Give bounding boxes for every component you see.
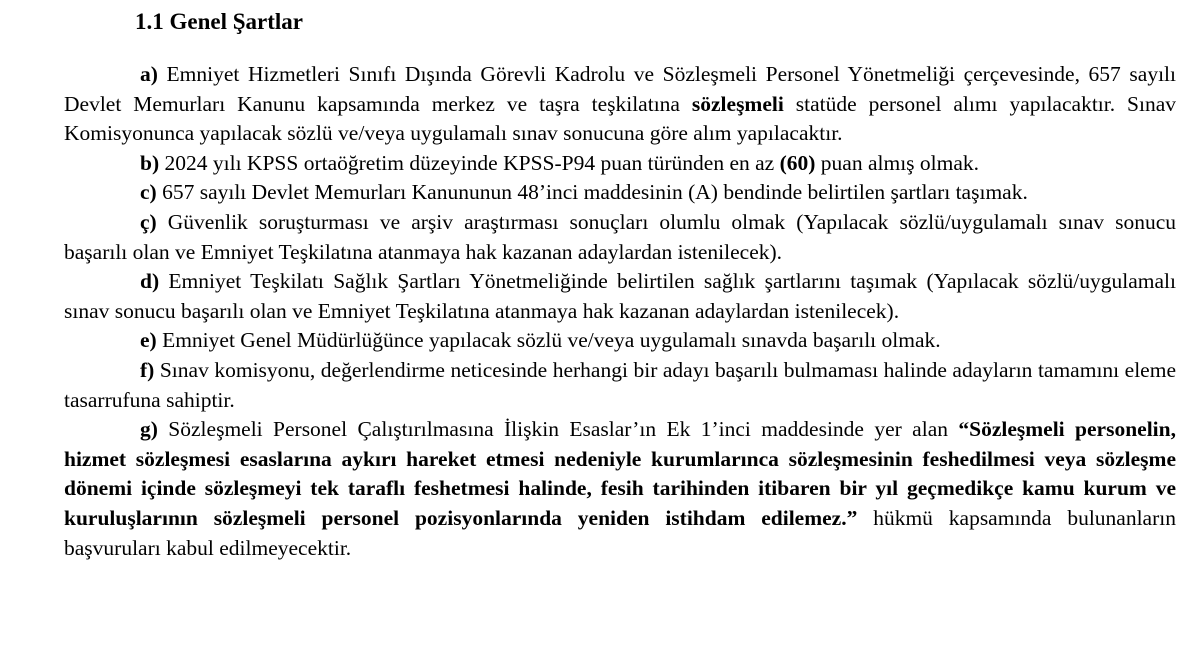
item-text: Sınav komisyonu, değerlendirme neticesinde herhangi bir adayı başarılı bulmaması halinde adayların tamamını eleme tasarrufuna sahiptir. <box>64 357 1176 412</box>
item-text: puan almış olmak. <box>815 150 980 175</box>
item-f <box>64 356 1176 415</box>
item-label: a) <box>140 62 158 86</box>
item-emphasis: sözleşmeli <box>691 91 784 116</box>
conditions-list <box>64 60 1176 563</box>
item-text: Emniyet Hizmetleri Sınıfı Dışında Görevli Kadrolu ve Sözleşmeli Personel Yönetmeliği çerçevesinde, 657 sayılı Devlet Memurları Kanunu kapsamında merkez ve taşra teşkilatına <box>64 62 1176 116</box>
item-label: e) <box>140 328 157 353</box>
section-title: 1.1 Genel Şartlar <box>135 9 303 34</box>
item-text: Emniyet Genel Müdürlüğünce yapılacak sözlü ve/veya uygulamalı sınavda başarılı olmak. <box>156 328 941 353</box>
item-d <box>64 267 1176 326</box>
item-a <box>64 60 1176 149</box>
item-text: Sözleşmeli Personel Çalıştırılmasına İlişkin Esaslar’ın Ek 1’inci maddesinde yer alan <box>157 417 959 442</box>
item-g <box>64 415 1176 563</box>
item-label: g) <box>140 417 158 442</box>
item-text: Emniyet Teşkilatı Sağlık Şartları Yönetmeliğinde belirtilen sağlık şartlarını taşımak (Yapılacak sözlü/uygulamalı sınav sonucu başarılı olan ve Emniyet Teşkilatına atanmaya hak kazanan adaylardan istenilecek). <box>64 269 1176 323</box>
item-text: Güvenlik soruşturması ve arşiv araştırması sonuçları olumlu olmak (Yapılacak sözlü/uygulamalı sınav sonucu başarılı olan ve Emniyet Teşkilatına atanmaya hak kazanan adaylardan istenilecek). <box>64 209 1176 264</box>
item-label: ç) <box>140 209 157 234</box>
item-label: b) <box>140 150 160 175</box>
item-emphasis: (60) <box>779 150 816 175</box>
item-b <box>64 149 1176 179</box>
item-c <box>64 178 1176 208</box>
item-emphasis: “Sözleşmeli personelin, hizmet sözleşmesi esaslarına aykırı hareket etmesi nedeniyle kurumlarınca sözleşmesinin feshedilmesi veya sözleşme dönemi içinde sözleşmeyi tek taraflı feshetmesi halinde, fesih tarihinden itibaren bir yıl geçmedikçe kamu kurum ve kuruluşlarının sözleşmeli personel pozisyonlarında yeniden istihdam edilemez.” <box>64 417 1176 530</box>
item-label: c) <box>140 180 157 205</box>
item-cc <box>64 208 1176 267</box>
item-text: hükmü kapsamında bulunanların başvuruları kabul edilmeyecektir. <box>64 505 1176 560</box>
item-e <box>64 326 1176 356</box>
item-text: 657 sayılı Devlet Memurları Kanununun 48’inci maddesinin (A) bendinde belirtilen şartları taşımak. <box>156 180 1028 205</box>
item-text: 2024 yılı KPSS ortaöğretim düzeyinde KPSS-P94 puan türünden en az <box>159 150 780 175</box>
item-label: f) <box>140 357 155 382</box>
item-text: statüde personel alımı yapılacaktır. Sınav Komisyonunca yapılacak sözlü ve/veya uygulamalı sınav sonucuna göre alım yapılacaktır. <box>64 91 1177 146</box>
item-label: d) <box>140 269 160 294</box>
